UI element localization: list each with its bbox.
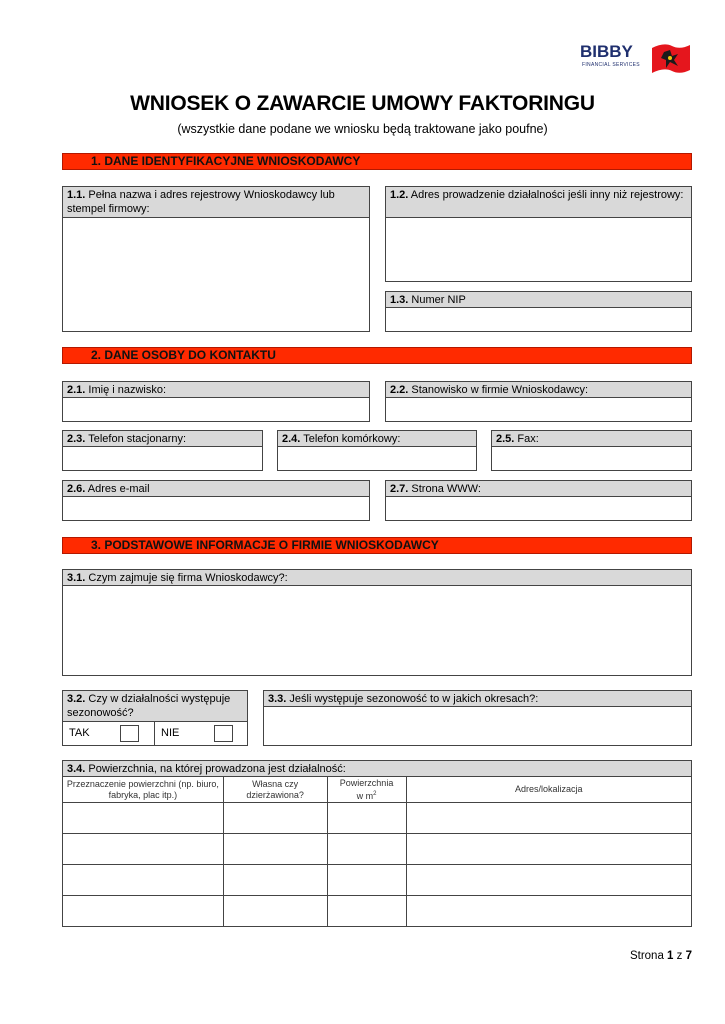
page-subtitle: (wszystkie dane podane we wniosku będą traktowane jako poufne) bbox=[177, 122, 548, 136]
table-header-ownership: Własna czy dzierżawiona? bbox=[223, 777, 327, 803]
field-text: Adres prowadzenie działalności jeśli inny niż rejestrowy: bbox=[408, 189, 684, 201]
field-text: Stanowisko w firmie Wnioskodawcy: bbox=[408, 384, 589, 396]
field-3-3-label bbox=[263, 690, 692, 707]
field-text: Numer NIP bbox=[408, 294, 466, 306]
field-3-1-label bbox=[62, 569, 692, 586]
field-1-1-label bbox=[62, 186, 370, 218]
field-2-7-input[interactable] bbox=[385, 496, 692, 521]
field-num: 3.2. bbox=[67, 693, 86, 705]
page-footer bbox=[600, 950, 692, 962]
table-row bbox=[63, 865, 692, 896]
section-header-2: 2. DANE OSOBY DO KONTAKTU bbox=[62, 347, 692, 364]
table-cell[interactable] bbox=[63, 834, 224, 865]
field-1-3-label bbox=[385, 291, 692, 308]
table-cell[interactable] bbox=[223, 803, 327, 834]
field-2-5-label bbox=[491, 430, 692, 447]
field-2-1-input[interactable] bbox=[62, 397, 370, 422]
table-cell[interactable] bbox=[406, 834, 691, 865]
table-cell[interactable] bbox=[63, 865, 224, 896]
field-text: Jeśli występuje sezonowość to w jakich okresach?: bbox=[286, 693, 539, 705]
field-text: Adres e-mail bbox=[85, 483, 150, 495]
footer-total: 7 bbox=[685, 950, 692, 962]
table-cell[interactable] bbox=[327, 865, 406, 896]
field-3-3-input[interactable] bbox=[263, 706, 692, 746]
footer-page: 1 bbox=[667, 950, 674, 962]
field-text: Czym zajmuje się firma Wnioskodawcy?: bbox=[85, 572, 288, 584]
table-header-area bbox=[327, 777, 406, 803]
option-yes-label: TAK bbox=[69, 727, 90, 739]
field-num: 2.6. bbox=[67, 483, 86, 495]
option-no-label: NIE bbox=[161, 727, 180, 739]
footer-sep: z bbox=[673, 950, 686, 962]
area-unit-exponent: 2 bbox=[373, 790, 377, 797]
section-header-3: 3. PODSTAWOWE INFORMACJE O FIRMIE WNIOSKODAWCY bbox=[62, 537, 692, 554]
field-num: 2.2. bbox=[390, 384, 409, 396]
field-text: Fax: bbox=[514, 433, 539, 445]
table-header-row bbox=[63, 777, 692, 803]
field-1-3-input[interactable] bbox=[385, 307, 692, 332]
table-cell[interactable] bbox=[63, 803, 224, 834]
flag-icon bbox=[650, 42, 692, 76]
field-text: Czy w działalności występuje sezonowość? bbox=[67, 693, 231, 719]
field-text: Powierzchnia, na której prowadzona jest działalność: bbox=[85, 763, 346, 775]
field-num: 3.3. bbox=[268, 693, 287, 705]
table-cell[interactable] bbox=[223, 834, 327, 865]
field-text: Pełna nazwa i adres rejestrowy Wnioskodawcy lub stempel firmowy: bbox=[67, 189, 335, 215]
section-header-1: 1. DANE IDENTYFIKACYJNE WNIOSKODAWCY bbox=[62, 153, 692, 170]
field-2-3-label bbox=[62, 430, 263, 447]
field-2-4-input[interactable] bbox=[277, 446, 477, 471]
field-2-1-label bbox=[62, 381, 370, 398]
table-cell[interactable] bbox=[223, 896, 327, 927]
table-cell[interactable] bbox=[406, 896, 691, 927]
table-cell[interactable] bbox=[327, 896, 406, 927]
table-cell[interactable] bbox=[223, 865, 327, 896]
field-2-6-label bbox=[62, 480, 370, 497]
field-num: 3.4. bbox=[67, 763, 86, 775]
field-1-1-input[interactable] bbox=[62, 217, 370, 332]
field-2-4-label bbox=[277, 430, 477, 447]
field-text: Strona WWW: bbox=[408, 483, 481, 495]
footer-prefix: Strona bbox=[629, 950, 668, 962]
field-num: 3.1. bbox=[67, 572, 86, 584]
field-num: 1.3. bbox=[390, 294, 409, 306]
field-num: 2.3. bbox=[67, 433, 86, 445]
field-text: Imię i nazwisko: bbox=[85, 384, 167, 396]
table-cell[interactable] bbox=[63, 896, 224, 927]
logo-tagline: FINANCIAL SERVICES bbox=[582, 62, 640, 68]
field-num: 2.7. bbox=[390, 483, 409, 495]
field-3-4-label bbox=[62, 760, 692, 777]
field-text: Telefon stacjonarny: bbox=[85, 433, 187, 445]
field-3-1-input[interactable] bbox=[62, 585, 692, 676]
option-yes-checkbox[interactable] bbox=[120, 725, 139, 742]
table-cell[interactable] bbox=[327, 803, 406, 834]
field-num: 2.1. bbox=[67, 384, 86, 396]
field-2-2-label bbox=[385, 381, 692, 398]
field-1-2-label bbox=[385, 186, 692, 218]
field-1-2-input[interactable] bbox=[385, 217, 692, 282]
table-cell[interactable] bbox=[406, 803, 691, 834]
field-num: 2.5. bbox=[496, 433, 515, 445]
table-row bbox=[63, 803, 692, 834]
field-2-7-label bbox=[385, 480, 692, 497]
field-num: 2.4. bbox=[282, 433, 301, 445]
field-2-2-input[interactable] bbox=[385, 397, 692, 422]
table-cell[interactable] bbox=[327, 834, 406, 865]
field-2-6-input[interactable] bbox=[62, 496, 370, 521]
bibby-logo bbox=[580, 42, 692, 76]
field-num: 1.2. bbox=[390, 189, 409, 201]
option-no-checkbox[interactable] bbox=[214, 725, 233, 742]
area-table bbox=[62, 776, 692, 927]
field-num: 1.1. bbox=[67, 189, 86, 201]
field-2-5-input[interactable] bbox=[491, 446, 692, 471]
page-title: WNIOSEK O ZAWARCIE UMOWY FAKTORINGU bbox=[130, 92, 595, 115]
area-label: Powierzchnia bbox=[339, 777, 394, 788]
field-3-2-label bbox=[62, 690, 248, 722]
table-row bbox=[63, 834, 692, 865]
field-2-3-input[interactable] bbox=[62, 446, 263, 471]
table-header-address: Adres/lokalizacja bbox=[406, 777, 691, 803]
logo-brand: BIBBY bbox=[580, 42, 633, 61]
table-header-purpose: Przeznaczenie powierzchni (np. biuro, fabryka, plac itp.) bbox=[63, 777, 224, 803]
field-text: Telefon komórkowy: bbox=[300, 433, 401, 445]
table-row bbox=[63, 896, 692, 927]
area-unit: w m bbox=[356, 790, 374, 801]
table-cell[interactable] bbox=[406, 865, 691, 896]
option-divider bbox=[154, 721, 155, 746]
